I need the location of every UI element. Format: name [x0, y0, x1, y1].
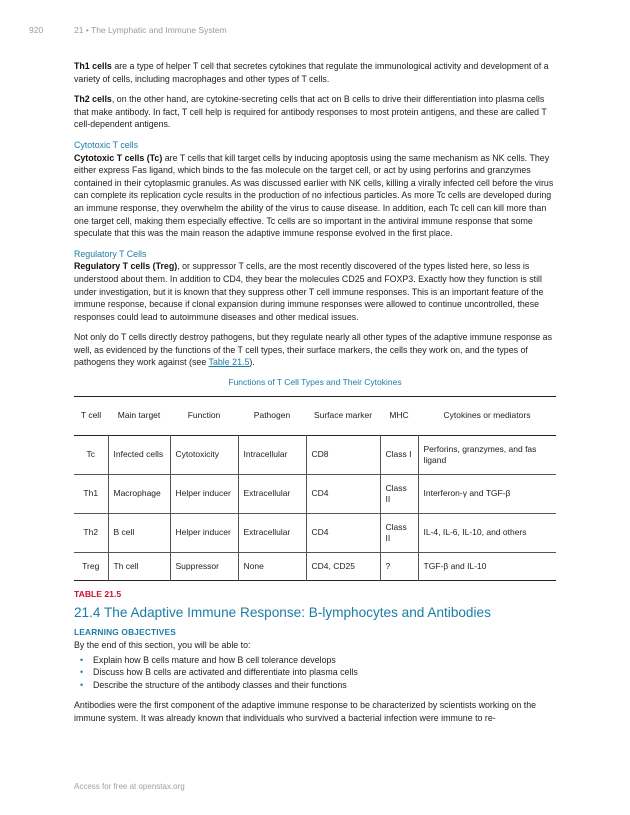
table-caption: Functions of T Cell Types and Their Cytokines: [228, 377, 402, 388]
table-cell: Helper inducer: [170, 475, 238, 514]
paragraph-text: are a type of helper T cell that secretes cytokines that regulate the immunological activity and development of a variety of cells, including macrophages and other types of T cells.: [74, 61, 549, 84]
learning-objectives-heading: LEARNING OBJECTIVES: [74, 627, 176, 638]
table-cell: B cell: [108, 514, 170, 553]
list-item: [74, 654, 556, 667]
table-cell: Infected cells: [108, 436, 170, 475]
header-cytokines: Cytokines or mediators: [443, 410, 531, 421]
table-cell: Class II: [380, 514, 418, 553]
header-pathogen: Pathogen: [253, 410, 291, 421]
bullet-icon: •: [80, 679, 84, 690]
paragraph-text: , or suppressor T cells, are the most recently discovered of the types listed here, so less is understood about them. In addition to CD4, they bear the molecules CD25 and FOXP3. Exactly how they function is still under investigation, but it is known that they suppress other T cell immune responses. This is an important feature of the immune response, because if clonal expansion during immune responses were allowed to continue uncontrolled, these responses could lead to autoimmune diseases and other medical issues.: [74, 261, 544, 322]
table-row: [74, 475, 556, 514]
table-cell: CD4: [306, 514, 380, 553]
table-cell: CD4, CD25: [306, 553, 380, 581]
paragraph-antibodies: Antibodies were the first component of the adaptive immune response to be characterized by scientists working on the immune system. It was already known that individuals who survived a bacterial infection were immune to re-: [74, 700, 537, 724]
table-cell: Interferon-γ and TGF-β: [418, 475, 556, 514]
table-cell: Perforins, granzymes, and fas ligand: [418, 436, 556, 475]
table-cell: Class II: [380, 475, 418, 514]
paragraph-th2: [74, 93, 556, 131]
objective-text: Describe the structure of the antibody classes and their functions: [93, 679, 347, 690]
t-cell-table: [74, 396, 556, 581]
table-cell: CD8: [306, 436, 380, 475]
page-content: [74, 60, 556, 733]
table-cell: Tc: [86, 449, 95, 460]
table-header-row: [74, 397, 556, 436]
table-cell: Th1: [83, 488, 99, 499]
term-regulatory: Regulatory T cells (Treg): [74, 261, 178, 272]
subheading-cytotoxic: Cytotoxic T cells: [74, 139, 139, 150]
page-header: [29, 25, 227, 35]
table-cell: Th cell: [108, 553, 170, 581]
list-item: [74, 666, 556, 679]
header-function: Function: [187, 410, 221, 421]
chapter-title: 21 • The Lymphatic and Immune System: [74, 25, 227, 35]
table-cell: Extracellular: [238, 514, 306, 553]
section-title: 21.4 The Adaptive Immune Response: B-lymphocytes and Antibodies: [74, 605, 491, 621]
table-row: [74, 514, 556, 553]
table-cell: Class I: [380, 436, 418, 475]
objective-text: Explain how B cells mature and how B cell tolerance develops: [93, 654, 336, 665]
header-mhc: MHC: [389, 410, 409, 421]
header-surface-marker: Surface marker: [313, 410, 373, 421]
header-main-target: Main target: [117, 410, 161, 421]
table-cell: Th2: [83, 527, 99, 538]
table-row: [74, 436, 556, 475]
table-cell: TGF-β and IL-10: [418, 553, 556, 581]
page-number: 920: [29, 25, 44, 35]
table-cell: None: [238, 553, 306, 581]
bullet-icon: •: [80, 667, 84, 678]
table-cell: ?: [380, 553, 418, 581]
paragraph-text: ).: [249, 357, 255, 368]
table-cell: Intracellular: [238, 436, 306, 475]
page-footer: Access for free at openstax.org: [74, 782, 185, 791]
term-th2: Th2 cells: [74, 94, 112, 105]
table-cell: Helper inducer: [170, 514, 238, 553]
paragraph-cytotoxic: [74, 152, 556, 240]
term-th1: Th1 cells: [74, 61, 112, 71]
subheading-regulatory: Regulatory T Cells: [74, 248, 147, 259]
table-cell: CD4: [306, 475, 380, 514]
paragraph-regulatory: [74, 260, 556, 323]
objectives-list: [74, 654, 556, 692]
paragraph-summary: [74, 331, 556, 369]
table-reference-link[interactable]: Table 21.5: [208, 357, 250, 368]
objective-text: Discuss how B cells are activated and differentiate into plasma cells: [93, 667, 358, 678]
bullet-icon: •: [80, 654, 84, 665]
table-cell: Treg: [82, 560, 100, 571]
paragraph-text: , on the other hand, are cytokine-secreting cells that act on B cells to drive their differentiation into plasma cells that make antibody. In fact, T cell help is required for antibody responses to most protein antigens, and these are called T cell-dependent antigens.: [74, 94, 547, 130]
table-row: [74, 553, 556, 581]
list-item: [74, 679, 556, 692]
table-label: TABLE 21.5: [74, 589, 122, 600]
table-cell: Extracellular: [238, 475, 306, 514]
table-cell: Cytotoxicity: [170, 436, 238, 475]
table-cell: Suppressor: [170, 553, 238, 581]
table-cell: Macrophage: [108, 475, 170, 514]
paragraph-text: are T cells that kill target cells by inducing apoptosis using the same mechanism as NK cells. They either express Fas ligand, which binds to the fas molecule on the target cell, or act by using perforins and granzymes contained in their cytoplasmic granules. As was discussed earlier with NK cells, killing a virally infected cell before the virus can complete its replication cycle results in the production of no infectious particles. As more Tc cells are developed during an immune response, they overwhelm the ability of the virus to cause disease. In addition, each Tc cell can kill more than one target cell, making them especially effective. Tc cells are so important in the antiviral immune response that some speculate that this was the main reason the adaptive immune response evolved in the first place.: [74, 152, 554, 239]
header-t-cell: T cell: [80, 410, 102, 421]
table-cell: IL-4, IL-6, IL-10, and others: [418, 514, 556, 553]
term-cytotoxic: Cytotoxic T cells (Tc): [74, 152, 163, 163]
objectives-intro: By the end of this section, you will be able to:: [74, 640, 251, 651]
paragraph-th1: [74, 60, 556, 85]
paragraph-text: Not only do T cells directly destroy pathogens, but they regulate nearly all other types of the adaptive immune response as well, as evidenced by the functions of the T cell types, their surface markers, the cells they work on, and the types of pathogens they work against (see: [74, 332, 552, 368]
